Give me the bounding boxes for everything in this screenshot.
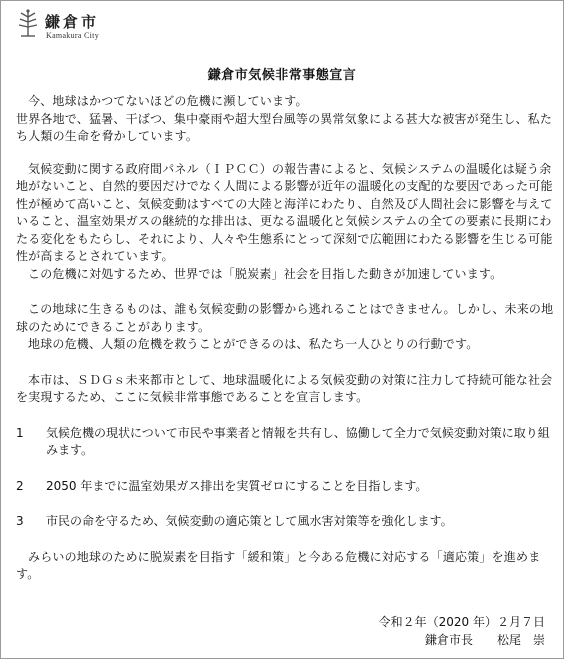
declaration-item [16, 478, 554, 496]
declaration-item [16, 513, 554, 531]
paragraph: 地球の危機、人類の危機を救うことができるのは、私たち一人ひとりの行動です。 [28, 337, 479, 351]
paragraph: 本市は、ＳＤＧｓ未来都市として、地球温暖化による気候変動の対策に注力して持続可能な社会を実現するため、ここに気候非常事態であることを宣言します。 [16, 372, 553, 404]
bamboo-emblem-icon [15, 8, 41, 40]
logo-subtitle: Kamakura City [46, 31, 99, 40]
declaration-item [16, 425, 554, 460]
item-number: 1 [16, 425, 24, 440]
logo-name: 鎌倉市 [45, 13, 100, 31]
signature-name: 松尾 崇 [496, 633, 545, 647]
signature-block [379, 613, 545, 649]
document-title: 鎌倉市気候非常事態宣言 [207, 68, 357, 83]
signature-role: 鎌倉市長 [424, 633, 473, 647]
signature-date: 令和２年（2020 年）２月７日 [378, 615, 545, 629]
closing-paragraph: みらいの地球のために脱炭素を目指す「緩和策」と今ある危機に対応する「適応策」を進めます。 [16, 549, 541, 581]
paragraph: この地球に生きるものは、誰も気候変動の影響から逃れることはできません。しかし、未来の地球のためにできることがあります。 [16, 302, 554, 334]
item-text: 2050 年までに温室効果ガス排出を実質ゼロにすることを目指します。 [46, 478, 428, 493]
city-logo [15, 8, 145, 44]
item-number: 2 [16, 478, 24, 493]
document-body [16, 93, 554, 584]
item-text: 気候危機の現状について市民や事業者と情報を共有し、協働して全力で気候変動対策に取り組みます。 [46, 425, 550, 457]
paragraph: 気候変動に関する政府間パネル（ＩＰＣＣ）の報告書によると、気候システムの温暖化は疑う余地がないこと、自然的要因だけでなく人間による影響が近年の温暖化の支配的な要因であった可能性が極めて高いこと、気候変動はすべての大陸と海洋にわたり、自然及び人間社会に影響を与えていること、温室効果ガスの継続的な排出は、更なる温暖化と気候システムの全ての要素に長期にわたる変化をもたらし、それにより、人々や生態系にとって深刻で広範囲にわたる影響を生じる可能性が高まるとされています。 [16, 161, 553, 263]
paragraph: 今、地球はかつてないほどの危機に瀕しています。 [28, 94, 308, 108]
paragraph: 世界各地で、猛暑、干ばつ、集中豪雨や超大型台風等の異常気象による甚大な被害が発生し、私たち人類の生命を脅かしています。 [16, 111, 553, 143]
item-number: 3 [16, 514, 24, 528]
paragraph: この危機に対処するため、世界では「脱炭素」社会を目指した動きが加速しています。 [28, 266, 503, 281]
item-text: 市民の命を守るため、気候変動の適応策として風水害対策等を強化します。 [46, 514, 453, 528]
